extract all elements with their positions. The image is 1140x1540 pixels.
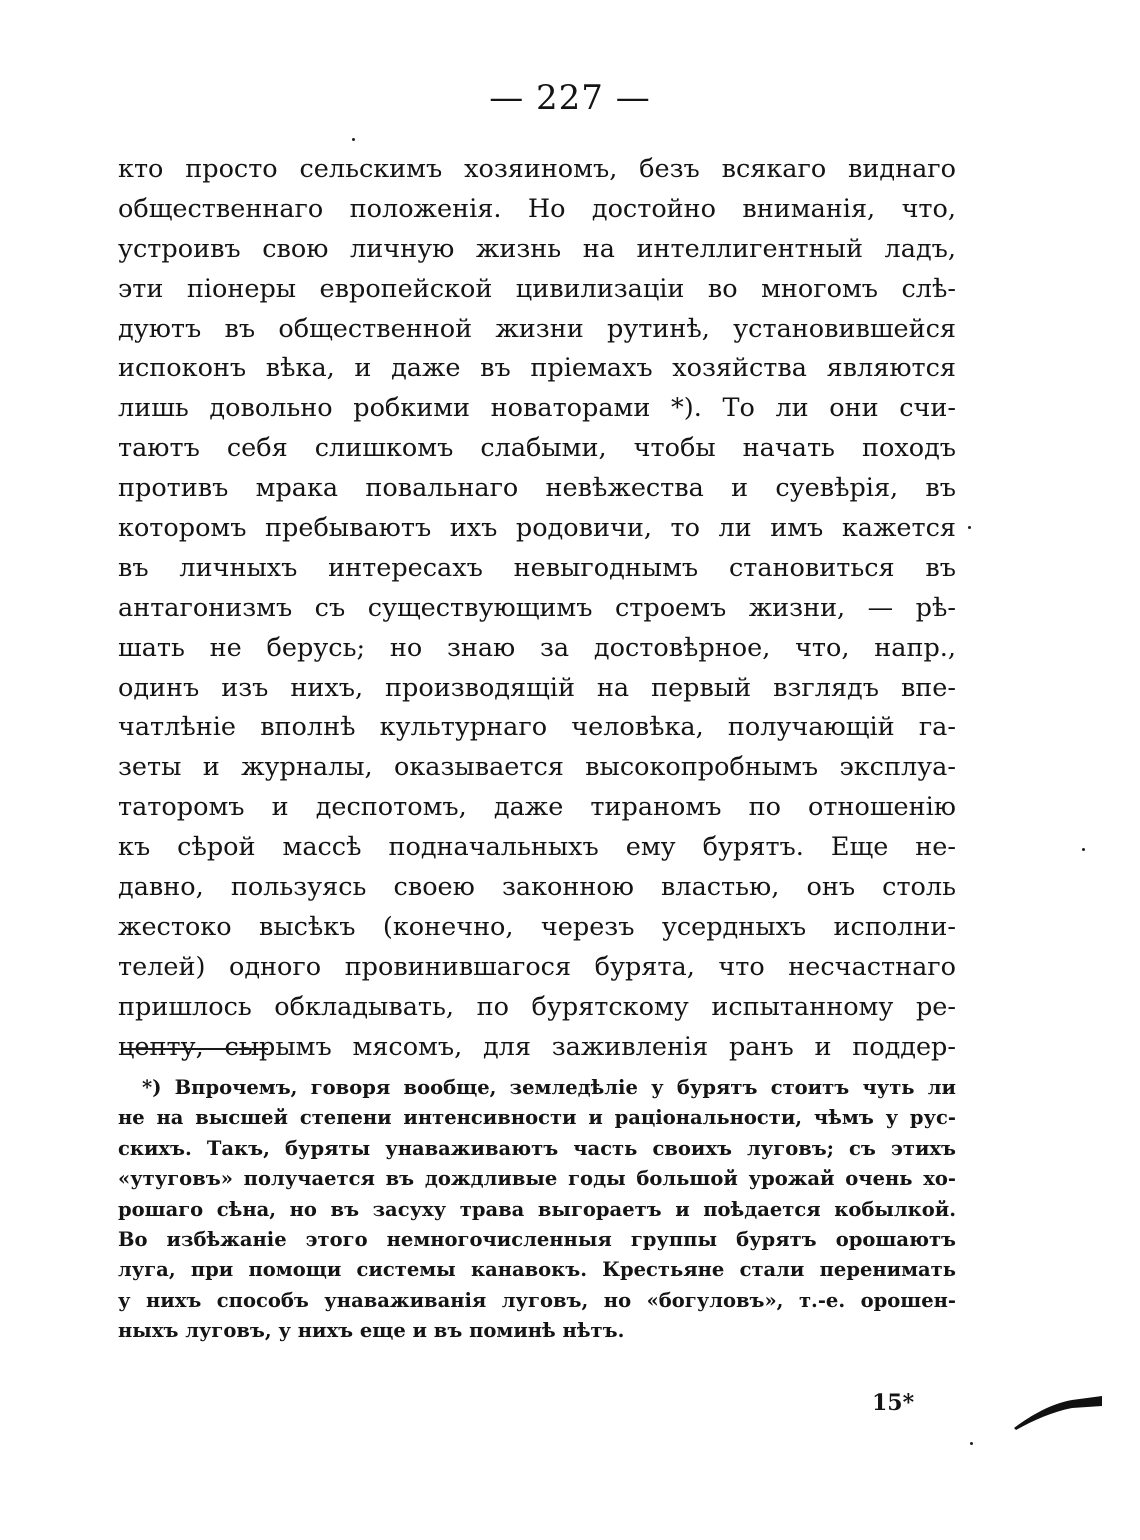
body-line: противъ мрака повальнаго невѣжества и суевѣрія, въ [118, 473, 956, 504]
body-line: кто просто сельскимъ хозяиномъ, безъ всякаго виднаго [118, 154, 956, 184]
page-number: — 227 — [489, 78, 651, 118]
body-line: испоконъ вѣка, и даже въ пріемахъ хозяйства являются [118, 353, 956, 384]
body-line: одинъ изъ нихъ, производящій на первый взглядъ впе- [118, 672, 956, 703]
footnote [118, 1073, 956, 1347]
body-text [118, 150, 956, 1067]
footnote-line: скихъ. Такъ, буряты унаваживаютъ часть своихъ луговъ; съ этихъ [118, 1136, 956, 1160]
body-line: общественнаго положенія. Но достойно вниманія, что, [118, 193, 956, 224]
body-line: телей) одного провинившагося бурята, что несчастнаго [118, 951, 956, 982]
footnote-line: рошаго сѣна, но въ засуху трава выгораетъ и поѣдается кобылкой. [118, 1197, 956, 1221]
body-line: въ личныхъ интересахъ невыгоднымъ становиться въ [118, 552, 956, 583]
scan-speck [970, 1442, 973, 1445]
body-line: давно, пользуясь своею законною властью, онъ столь [118, 872, 956, 903]
footnote-line: не на высшей степени интенсивности и раціональности, чѣмъ у рус- [118, 1106, 956, 1130]
body-line: лишь довольно робкими новаторами *). То ли они счи- [118, 393, 956, 424]
body-line: пришлось обкладывать, по бурятскому испытанному ре- [118, 991, 956, 1022]
body-line: эти піонеры европейской цивилизаціи во многомъ слѣ- [118, 273, 956, 304]
body-line: цепту, сырымъ мясомъ, для заживленія ранъ и поддер- [118, 1031, 956, 1062]
footnote-line: Во избѣжаніе этого немногочисленныя группы бурятъ орошаютъ [118, 1227, 956, 1251]
body-line: устроивъ свою личную жизнь на интеллигентный ладъ, [118, 233, 956, 264]
body-line: дуютъ въ общественной жизни рутинѣ, установившейся [118, 313, 956, 344]
body-line: таторомъ и деспотомъ, даже тираномъ по отношенію [118, 792, 956, 823]
footnote-line: ныхъ луговъ, у нихъ еще и въ поминѣ нѣтъ. [118, 1319, 625, 1343]
footnote-line: у нихъ способъ унаваживанія луговъ, но «богуловъ», т.-е. орошен- [118, 1288, 956, 1312]
footnote-line: луга, при помощи системы канавокъ. Крестьяне стали перенимать [118, 1258, 956, 1282]
scan-speck [1082, 848, 1085, 851]
scan-speck [352, 138, 355, 141]
body-line: зеты и журналы, оказывается высокопробнымъ эксплуа- [118, 752, 956, 783]
body-line: къ сѣрой массѣ подначальныхъ ему бурятъ. Еще не- [118, 832, 956, 863]
footnote-line: «утуговъ» получается въ дождливые годы большой урожай очень хо- [118, 1167, 956, 1191]
scan-speck [968, 526, 971, 529]
body-line: чатлѣніе вполнѣ культурнаго человѣка, получающій га- [118, 712, 956, 743]
printer-signature-mark: 15* [872, 1390, 915, 1416]
scan-artifact-mark [1010, 1388, 1110, 1430]
body-line: таютъ себя слишкомъ слабыми, чтобы начать походъ [118, 433, 956, 464]
body-line: жестоко высѣкъ (конечно, черезъ усердныхъ исполни- [118, 911, 956, 942]
body-line: антагонизмъ съ существующимъ строемъ жизни, — рѣ- [118, 592, 956, 623]
body-line: которомъ пребываютъ ихъ родовичи, то ли имъ кажется [118, 513, 956, 544]
footnote-divider [122, 1048, 268, 1050]
footnote-line: *) Впрочемъ, говоря вообще, земледѣліе у бурятъ стоитъ чуть ли [142, 1076, 956, 1099]
body-line: шать не берусь; но знаю за достовѣрное, что, напр., [118, 632, 956, 663]
